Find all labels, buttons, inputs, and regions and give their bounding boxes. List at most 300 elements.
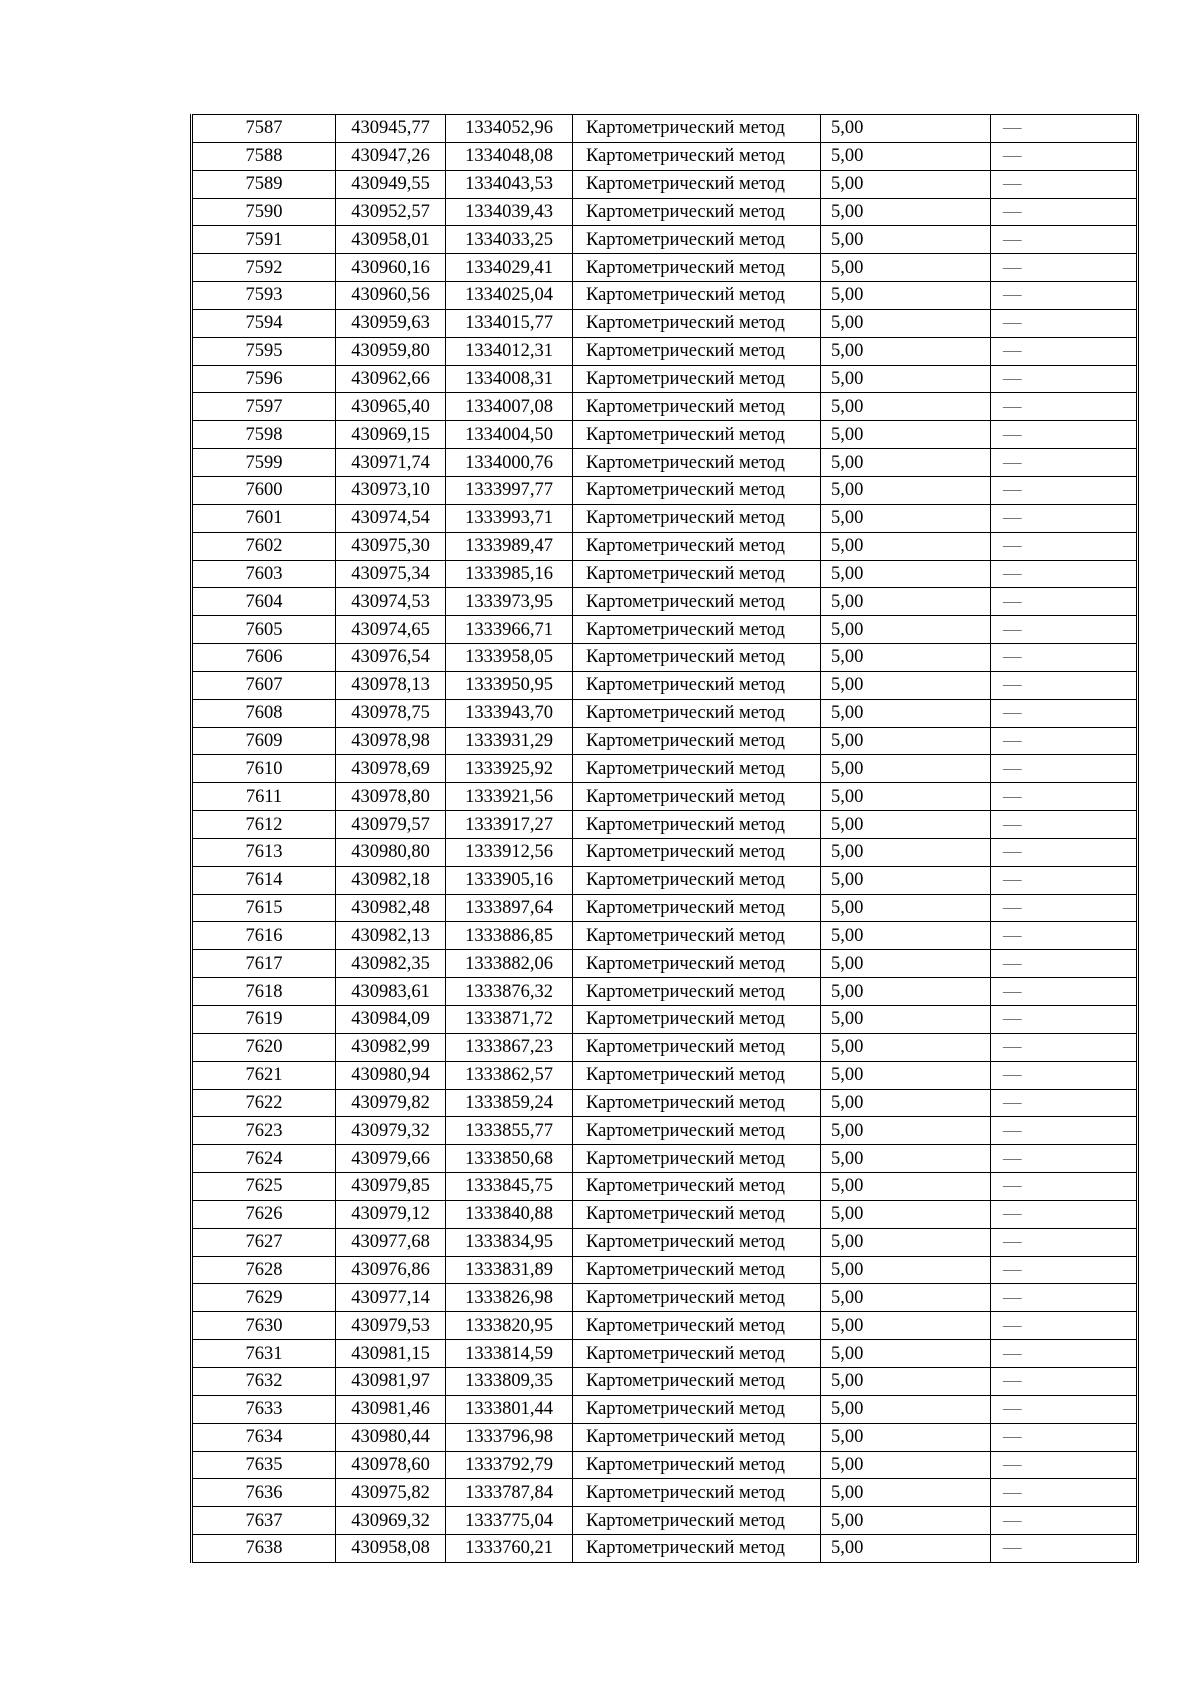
y-coordinate-cell: 1333921,56 — [446, 783, 573, 811]
method-cell: Картометрический метод — [573, 1033, 821, 1061]
y-coordinate-cell: 1333997,77 — [446, 476, 573, 504]
y-coordinate-cell: 1334000,76 — [446, 449, 573, 477]
accuracy-cell: 5,00 — [821, 811, 991, 839]
method-cell: Картометрический метод — [573, 532, 821, 560]
y-coordinate-cell: 1334015,77 — [446, 309, 573, 337]
description-cell: — — [991, 365, 1138, 393]
x-coordinate-cell: 430984,09 — [336, 1006, 446, 1034]
method-cell: Картометрический метод — [573, 1367, 821, 1395]
point-number-cell: 7604 — [192, 588, 336, 616]
y-coordinate-cell: 1334039,43 — [446, 198, 573, 226]
method-cell: Картометрический метод — [573, 894, 821, 922]
description-cell: — — [991, 1395, 1138, 1423]
table-row — [192, 1395, 1138, 1423]
y-coordinate-cell: 1333993,71 — [446, 504, 573, 532]
x-coordinate-cell: 430979,53 — [336, 1312, 446, 1340]
y-coordinate-cell: 1334012,31 — [446, 337, 573, 365]
accuracy-cell: 5,00 — [821, 170, 991, 198]
accuracy-cell: 5,00 — [821, 393, 991, 421]
description-cell: — — [991, 1479, 1138, 1507]
accuracy-cell: 5,00 — [821, 699, 991, 727]
method-cell: Картометрический метод — [573, 866, 821, 894]
y-coordinate-cell: 1333859,24 — [446, 1089, 573, 1117]
description-cell: — — [991, 226, 1138, 254]
accuracy-cell: 5,00 — [821, 226, 991, 254]
table-row — [192, 978, 1138, 1006]
y-coordinate-cell: 1333867,23 — [446, 1033, 573, 1061]
point-number-cell: 7619 — [192, 1006, 336, 1034]
x-coordinate-cell: 430978,75 — [336, 699, 446, 727]
table-row — [192, 1479, 1138, 1507]
description-cell: — — [991, 337, 1138, 365]
method-cell: Картометрический метод — [573, 170, 821, 198]
method-cell: Картометрический метод — [573, 421, 821, 449]
description-cell: — — [991, 1507, 1138, 1535]
point-number-cell: 7609 — [192, 727, 336, 755]
description-cell: — — [991, 699, 1138, 727]
description-cell: — — [991, 922, 1138, 950]
method-cell: Картометрический метод — [573, 560, 821, 588]
table-row — [192, 421, 1138, 449]
method-cell: Картометрический метод — [573, 337, 821, 365]
y-coordinate-cell: 1334052,96 — [446, 115, 573, 143]
coordinates-table — [190, 114, 1139, 1563]
point-number-cell: 7621 — [192, 1061, 336, 1089]
accuracy-cell: 5,00 — [821, 671, 991, 699]
method-cell: Картометрический метод — [573, 950, 821, 978]
table-row — [192, 365, 1138, 393]
y-coordinate-cell: 1333931,29 — [446, 727, 573, 755]
table-row — [192, 1200, 1138, 1228]
description-cell: — — [991, 142, 1138, 170]
description-cell: — — [991, 1228, 1138, 1256]
table-row — [192, 1117, 1138, 1145]
method-cell: Картометрический метод — [573, 476, 821, 504]
description-cell: — — [991, 1033, 1138, 1061]
point-number-cell: 7597 — [192, 393, 336, 421]
method-cell: Картометрический метод — [573, 504, 821, 532]
accuracy-cell: 5,00 — [821, 1006, 991, 1034]
x-coordinate-cell: 430982,35 — [336, 950, 446, 978]
x-coordinate-cell: 430945,77 — [336, 115, 446, 143]
description-cell: — — [991, 811, 1138, 839]
table-row — [192, 838, 1138, 866]
method-cell: Картометрический метод — [573, 699, 821, 727]
table-row — [192, 1423, 1138, 1451]
description-cell: — — [991, 1089, 1138, 1117]
method-cell: Картометрический метод — [573, 1061, 821, 1089]
accuracy-cell: 5,00 — [821, 365, 991, 393]
y-coordinate-cell: 1333809,35 — [446, 1367, 573, 1395]
accuracy-cell: 5,00 — [821, 1145, 991, 1173]
point-number-cell: 7607 — [192, 671, 336, 699]
x-coordinate-cell: 430960,56 — [336, 282, 446, 310]
table-row — [192, 393, 1138, 421]
point-number-cell: 7632 — [192, 1367, 336, 1395]
table-row — [192, 588, 1138, 616]
table-row — [192, 699, 1138, 727]
method-cell: Картометрический метод — [573, 755, 821, 783]
accuracy-cell: 5,00 — [821, 254, 991, 282]
x-coordinate-cell: 430981,15 — [336, 1340, 446, 1368]
y-coordinate-cell: 1333775,04 — [446, 1507, 573, 1535]
point-number-cell: 7622 — [192, 1089, 336, 1117]
accuracy-cell: 5,00 — [821, 115, 991, 143]
x-coordinate-cell: 430969,32 — [336, 1507, 446, 1535]
table-row — [192, 727, 1138, 755]
table-row — [192, 476, 1138, 504]
x-coordinate-cell: 430974,54 — [336, 504, 446, 532]
method-cell: Картометрический метод — [573, 616, 821, 644]
x-coordinate-cell: 430975,34 — [336, 560, 446, 588]
table-row — [192, 1061, 1138, 1089]
point-number-cell: 7611 — [192, 783, 336, 811]
method-cell: Картометрический метод — [573, 1479, 821, 1507]
method-cell: Картометрический метод — [573, 1200, 821, 1228]
method-cell: Картометрический метод — [573, 1117, 821, 1145]
table-row — [192, 1507, 1138, 1535]
y-coordinate-cell: 1333917,27 — [446, 811, 573, 839]
y-coordinate-cell: 1333834,95 — [446, 1228, 573, 1256]
description-cell: — — [991, 421, 1138, 449]
y-coordinate-cell: 1333831,89 — [446, 1256, 573, 1284]
point-number-cell: 7636 — [192, 1479, 336, 1507]
accuracy-cell: 5,00 — [821, 1256, 991, 1284]
description-cell: — — [991, 1200, 1138, 1228]
accuracy-cell: 5,00 — [821, 1535, 991, 1563]
method-cell: Картометрический метод — [573, 1423, 821, 1451]
accuracy-cell: 5,00 — [821, 866, 991, 894]
y-coordinate-cell: 1333943,70 — [446, 699, 573, 727]
accuracy-cell: 5,00 — [821, 449, 991, 477]
description-cell: — — [991, 1061, 1138, 1089]
point-number-cell: 7591 — [192, 226, 336, 254]
method-cell: Картометрический метод — [573, 1507, 821, 1535]
y-coordinate-cell: 1333855,77 — [446, 1117, 573, 1145]
description-cell: — — [991, 309, 1138, 337]
point-number-cell: 7612 — [192, 811, 336, 839]
point-number-cell: 7613 — [192, 838, 336, 866]
accuracy-cell: 5,00 — [821, 1423, 991, 1451]
point-number-cell: 7629 — [192, 1284, 336, 1312]
x-coordinate-cell: 430982,18 — [336, 866, 446, 894]
method-cell: Картометрический метод — [573, 282, 821, 310]
accuracy-cell: 5,00 — [821, 1312, 991, 1340]
description-cell: — — [991, 866, 1138, 894]
method-cell: Картометрический метод — [573, 671, 821, 699]
method-cell: Картометрический метод — [573, 1451, 821, 1479]
accuracy-cell: 5,00 — [821, 755, 991, 783]
x-coordinate-cell: 430982,48 — [336, 894, 446, 922]
point-number-cell: 7623 — [192, 1117, 336, 1145]
accuracy-cell: 5,00 — [821, 309, 991, 337]
accuracy-cell: 5,00 — [821, 476, 991, 504]
y-coordinate-cell: 1333950,95 — [446, 671, 573, 699]
accuracy-cell: 5,00 — [821, 838, 991, 866]
x-coordinate-cell: 430975,82 — [336, 1479, 446, 1507]
table-row — [192, 671, 1138, 699]
table-row — [192, 142, 1138, 170]
method-cell: Картометрический метод — [573, 1173, 821, 1201]
point-number-cell: 7603 — [192, 560, 336, 588]
accuracy-cell: 5,00 — [821, 142, 991, 170]
table-row — [192, 226, 1138, 254]
method-cell: Картометрический метод — [573, 142, 821, 170]
y-coordinate-cell: 1333871,72 — [446, 1006, 573, 1034]
point-number-cell: 7587 — [192, 115, 336, 143]
y-coordinate-cell: 1333796,98 — [446, 1423, 573, 1451]
y-coordinate-cell: 1333882,06 — [446, 950, 573, 978]
point-number-cell: 7617 — [192, 950, 336, 978]
description-cell: — — [991, 393, 1138, 421]
point-number-cell: 7600 — [192, 476, 336, 504]
description-cell: — — [991, 950, 1138, 978]
method-cell: Картометрический метод — [573, 1228, 821, 1256]
table-row — [192, 337, 1138, 365]
accuracy-cell: 5,00 — [821, 978, 991, 1006]
point-number-cell: 7634 — [192, 1423, 336, 1451]
y-coordinate-cell: 1334007,08 — [446, 393, 573, 421]
table-row — [192, 1312, 1138, 1340]
x-coordinate-cell: 430949,55 — [336, 170, 446, 198]
point-number-cell: 7590 — [192, 198, 336, 226]
point-number-cell: 7605 — [192, 616, 336, 644]
method-cell: Картометрический метод — [573, 1145, 821, 1173]
description-cell: — — [991, 115, 1138, 143]
y-coordinate-cell: 1333845,75 — [446, 1173, 573, 1201]
y-coordinate-cell: 1333850,68 — [446, 1145, 573, 1173]
x-coordinate-cell: 430979,12 — [336, 1200, 446, 1228]
accuracy-cell: 5,00 — [821, 198, 991, 226]
accuracy-cell: 5,00 — [821, 504, 991, 532]
x-coordinate-cell: 430974,53 — [336, 588, 446, 616]
table-row — [192, 783, 1138, 811]
description-cell: — — [991, 671, 1138, 699]
y-coordinate-cell: 1333876,32 — [446, 978, 573, 1006]
description-cell: — — [991, 449, 1138, 477]
description-cell: — — [991, 644, 1138, 672]
accuracy-cell: 5,00 — [821, 1173, 991, 1201]
point-number-cell: 7606 — [192, 644, 336, 672]
table-row — [192, 449, 1138, 477]
table-row — [192, 1367, 1138, 1395]
table-row — [192, 560, 1138, 588]
y-coordinate-cell: 1333989,47 — [446, 532, 573, 560]
point-number-cell: 7637 — [192, 1507, 336, 1535]
accuracy-cell: 5,00 — [821, 894, 991, 922]
y-coordinate-cell: 1333787,84 — [446, 1479, 573, 1507]
description-cell: — — [991, 755, 1138, 783]
x-coordinate-cell: 430976,86 — [336, 1256, 446, 1284]
point-number-cell: 7620 — [192, 1033, 336, 1061]
accuracy-cell: 5,00 — [821, 1284, 991, 1312]
accuracy-cell: 5,00 — [821, 922, 991, 950]
point-number-cell: 7588 — [192, 142, 336, 170]
x-coordinate-cell: 430974,65 — [336, 616, 446, 644]
method-cell: Картометрический метод — [573, 811, 821, 839]
y-coordinate-cell: 1334033,25 — [446, 226, 573, 254]
method-cell: Картометрический метод — [573, 922, 821, 950]
table-row — [192, 1145, 1138, 1173]
x-coordinate-cell: 430978,69 — [336, 755, 446, 783]
y-coordinate-cell: 1333814,59 — [446, 1340, 573, 1368]
description-cell: — — [991, 838, 1138, 866]
point-number-cell: 7638 — [192, 1535, 336, 1563]
table-row — [192, 1284, 1138, 1312]
y-coordinate-cell: 1333925,92 — [446, 755, 573, 783]
accuracy-cell: 5,00 — [821, 337, 991, 365]
table-row — [192, 1256, 1138, 1284]
table-row — [192, 1173, 1138, 1201]
description-cell: — — [991, 1006, 1138, 1034]
method-cell: Картометрический метод — [573, 393, 821, 421]
table-row — [192, 894, 1138, 922]
description-cell: — — [991, 1256, 1138, 1284]
table-row — [192, 644, 1138, 672]
description-cell: — — [991, 894, 1138, 922]
accuracy-cell: 5,00 — [821, 282, 991, 310]
x-coordinate-cell: 430952,57 — [336, 198, 446, 226]
method-cell: Картометрический метод — [573, 588, 821, 616]
x-coordinate-cell: 430979,82 — [336, 1089, 446, 1117]
accuracy-cell: 5,00 — [821, 950, 991, 978]
accuracy-cell: 5,00 — [821, 1089, 991, 1117]
description-cell: — — [991, 978, 1138, 1006]
accuracy-cell: 5,00 — [821, 1395, 991, 1423]
accuracy-cell: 5,00 — [821, 560, 991, 588]
table-row — [192, 755, 1138, 783]
method-cell: Картометрический метод — [573, 226, 821, 254]
y-coordinate-cell: 1333912,56 — [446, 838, 573, 866]
x-coordinate-cell: 430979,57 — [336, 811, 446, 839]
table-row — [192, 504, 1138, 532]
y-coordinate-cell: 1334043,53 — [446, 170, 573, 198]
point-number-cell: 7628 — [192, 1256, 336, 1284]
y-coordinate-cell: 1333840,88 — [446, 1200, 573, 1228]
description-cell: — — [991, 170, 1138, 198]
accuracy-cell: 5,00 — [821, 1061, 991, 1089]
description-cell: — — [991, 588, 1138, 616]
table-row — [192, 616, 1138, 644]
x-coordinate-cell: 430965,40 — [336, 393, 446, 421]
point-number-cell: 7631 — [192, 1340, 336, 1368]
y-coordinate-cell: 1334029,41 — [446, 254, 573, 282]
point-number-cell: 7616 — [192, 922, 336, 950]
x-coordinate-cell: 430971,74 — [336, 449, 446, 477]
accuracy-cell: 5,00 — [821, 421, 991, 449]
description-cell: — — [991, 1117, 1138, 1145]
y-coordinate-cell: 1333792,79 — [446, 1451, 573, 1479]
description-cell: — — [991, 1173, 1138, 1201]
method-cell: Картометрический метод — [573, 198, 821, 226]
table-row — [192, 532, 1138, 560]
x-coordinate-cell: 430973,10 — [336, 476, 446, 504]
table-row — [192, 1451, 1138, 1479]
point-number-cell: 7589 — [192, 170, 336, 198]
x-coordinate-cell: 430976,54 — [336, 644, 446, 672]
table-row — [192, 198, 1138, 226]
point-number-cell: 7595 — [192, 337, 336, 365]
method-cell: Картометрический метод — [573, 1256, 821, 1284]
method-cell: Картометрический метод — [573, 1535, 821, 1563]
x-coordinate-cell: 430978,13 — [336, 671, 446, 699]
point-number-cell: 7614 — [192, 866, 336, 894]
point-number-cell: 7610 — [192, 755, 336, 783]
description-cell: — — [991, 1423, 1138, 1451]
description-cell: — — [991, 1340, 1138, 1368]
y-coordinate-cell: 1333897,64 — [446, 894, 573, 922]
method-cell: Картометрический метод — [573, 978, 821, 1006]
description-cell: — — [991, 254, 1138, 282]
method-cell: Картометрический метод — [573, 449, 821, 477]
point-number-cell: 7602 — [192, 532, 336, 560]
x-coordinate-cell: 430978,60 — [336, 1451, 446, 1479]
description-cell: — — [991, 1312, 1138, 1340]
accuracy-cell: 5,00 — [821, 1340, 991, 1368]
table-row — [192, 170, 1138, 198]
x-coordinate-cell: 430981,46 — [336, 1395, 446, 1423]
point-number-cell: 7615 — [192, 894, 336, 922]
accuracy-cell: 5,00 — [821, 1451, 991, 1479]
y-coordinate-cell: 1333886,85 — [446, 922, 573, 950]
accuracy-cell: 5,00 — [821, 1479, 991, 1507]
description-cell: — — [991, 560, 1138, 588]
table-row — [192, 1340, 1138, 1368]
table-row — [192, 1535, 1138, 1563]
description-cell: — — [991, 504, 1138, 532]
x-coordinate-cell: 430958,08 — [336, 1535, 446, 1563]
x-coordinate-cell: 430958,01 — [336, 226, 446, 254]
method-cell: Картометрический метод — [573, 838, 821, 866]
method-cell: Картометрический метод — [573, 783, 821, 811]
table-body — [192, 115, 1138, 1563]
y-coordinate-cell: 1333801,44 — [446, 1395, 573, 1423]
accuracy-cell: 5,00 — [821, 1507, 991, 1535]
table-row — [192, 309, 1138, 337]
y-coordinate-cell: 1334025,04 — [446, 282, 573, 310]
point-number-cell: 7625 — [192, 1173, 336, 1201]
x-coordinate-cell: 430947,26 — [336, 142, 446, 170]
method-cell: Картометрический метод — [573, 115, 821, 143]
x-coordinate-cell: 430969,15 — [336, 421, 446, 449]
description-cell: — — [991, 532, 1138, 560]
method-cell: Картометрический метод — [573, 1395, 821, 1423]
point-number-cell: 7635 — [192, 1451, 336, 1479]
description-cell: — — [991, 476, 1138, 504]
table-row — [192, 922, 1138, 950]
x-coordinate-cell: 430983,61 — [336, 978, 446, 1006]
accuracy-cell: 5,00 — [821, 1200, 991, 1228]
y-coordinate-cell: 1333973,95 — [446, 588, 573, 616]
accuracy-cell: 5,00 — [821, 1228, 991, 1256]
table-row — [192, 1006, 1138, 1034]
y-coordinate-cell: 1333760,21 — [446, 1535, 573, 1563]
x-coordinate-cell: 430979,66 — [336, 1145, 446, 1173]
method-cell: Картометрический метод — [573, 727, 821, 755]
accuracy-cell: 5,00 — [821, 644, 991, 672]
x-coordinate-cell: 430982,13 — [336, 922, 446, 950]
accuracy-cell: 5,00 — [821, 727, 991, 755]
x-coordinate-cell: 430960,16 — [336, 254, 446, 282]
table-row — [192, 1033, 1138, 1061]
point-number-cell: 7630 — [192, 1312, 336, 1340]
method-cell: Картометрический метод — [573, 254, 821, 282]
description-cell: — — [991, 1535, 1138, 1563]
point-number-cell: 7592 — [192, 254, 336, 282]
table-row — [192, 254, 1138, 282]
description-cell: — — [991, 1145, 1138, 1173]
accuracy-cell: 5,00 — [821, 1033, 991, 1061]
